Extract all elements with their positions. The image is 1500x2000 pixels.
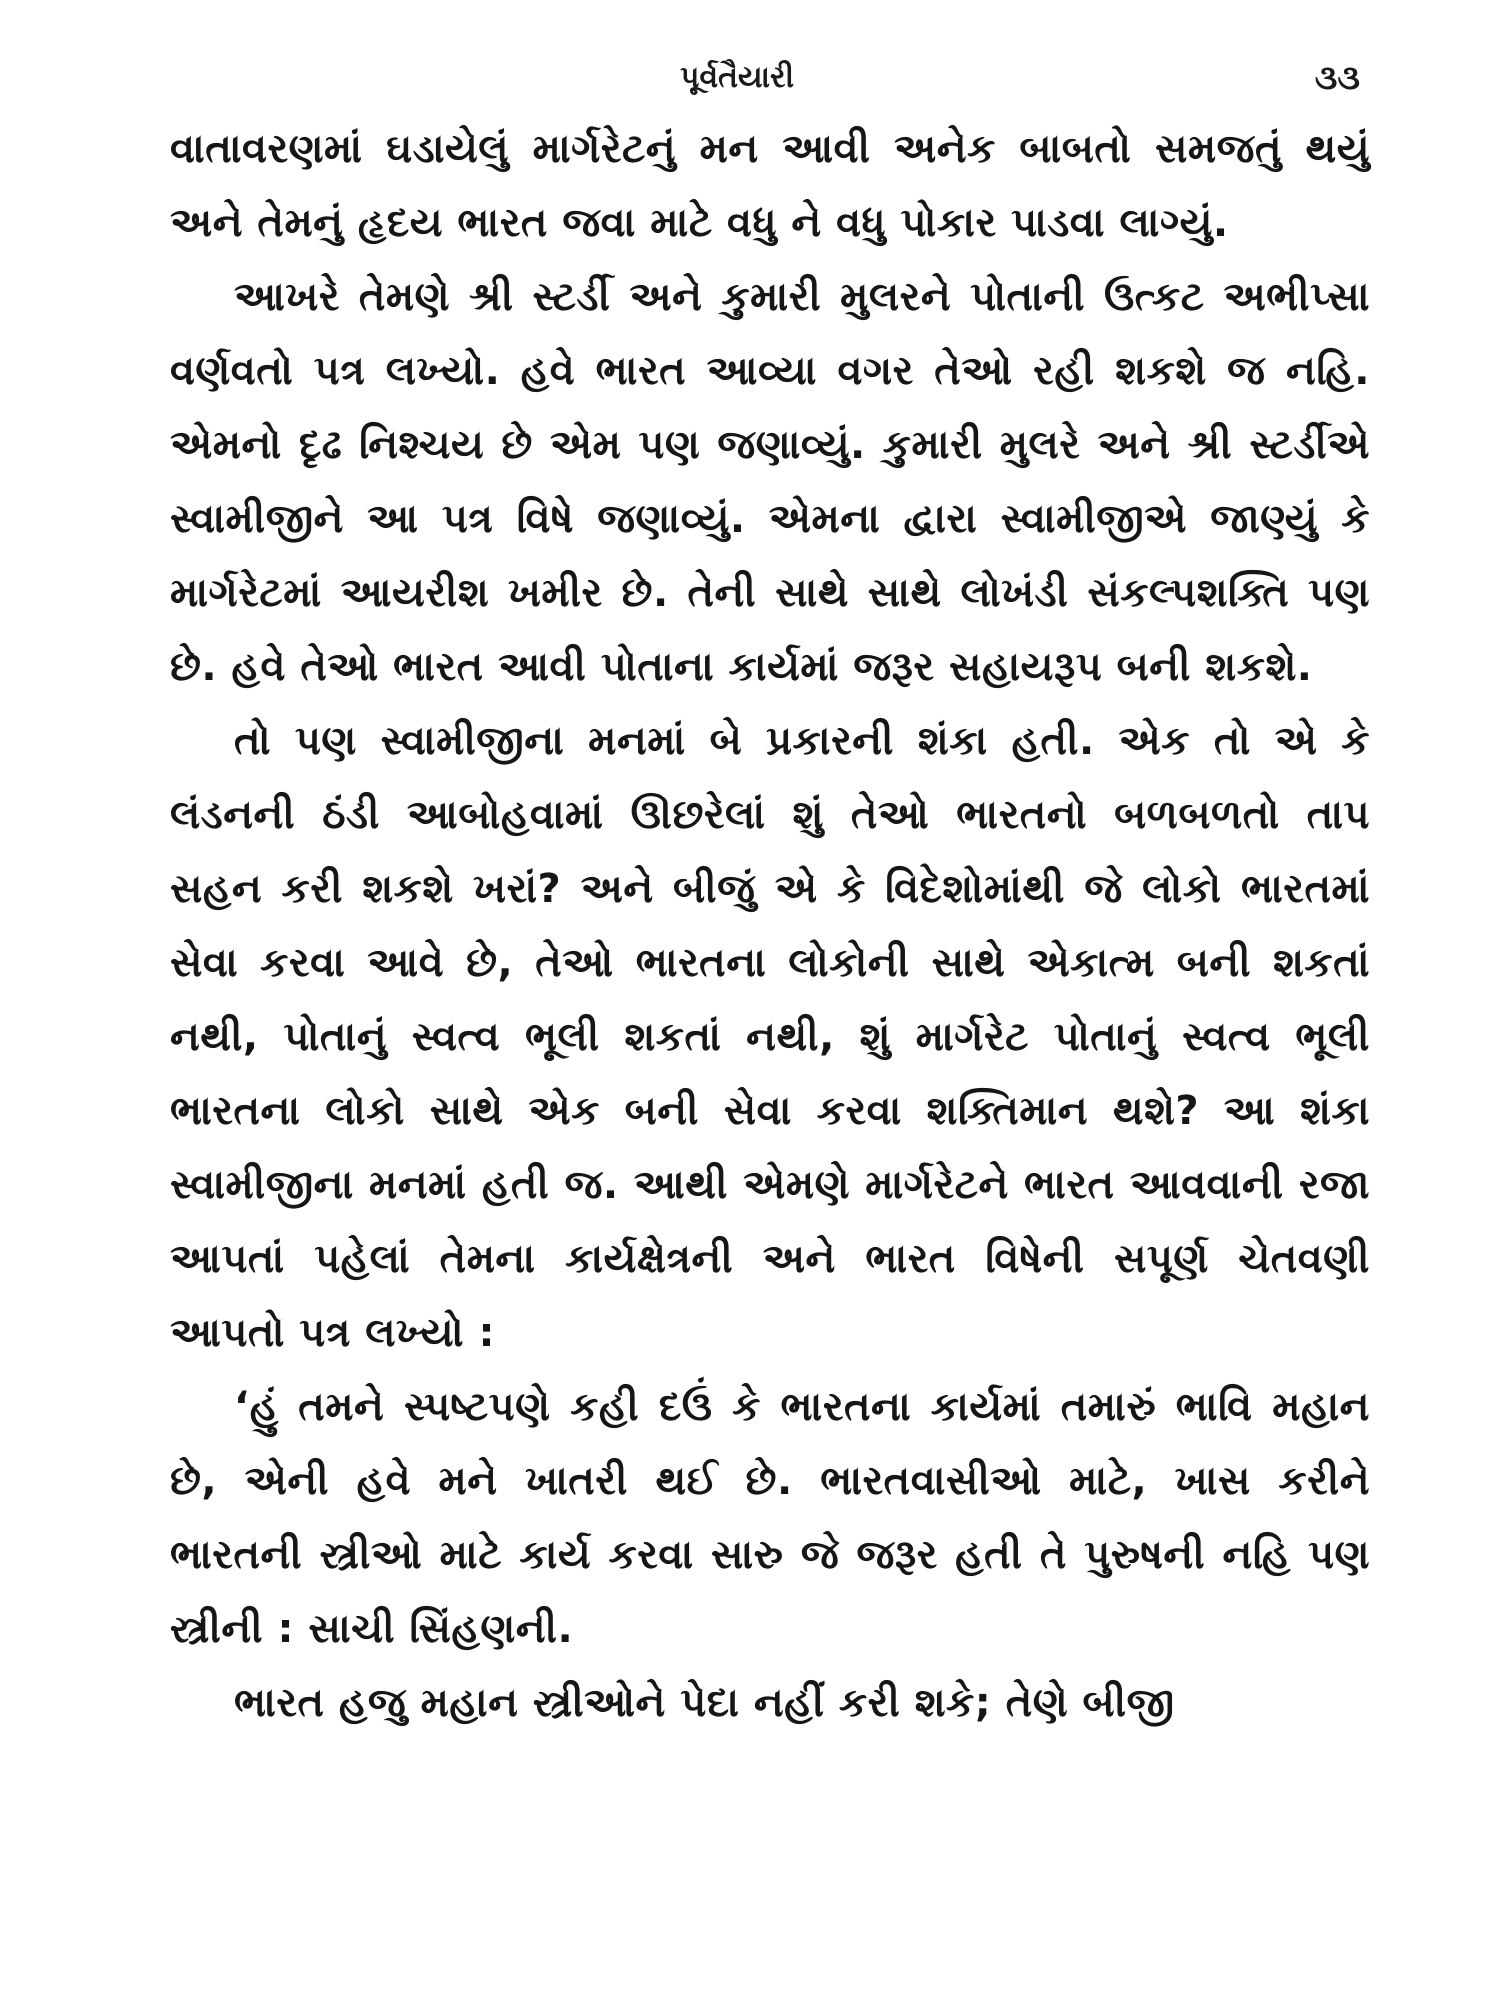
running-header — [0, 48, 1500, 108]
paragraph-quoted-letter: ‘હું તમને સ્પષ્ટપણે કહી દઉં કે ભારતના કાર્યમાં તમારું ભાવિ મહાન છે, એની હવે મને ખાતરી થઈ છે. ભારતવાસીઓ માટે, ખાસ કરીને ભારતની સ્ત્રીઓ માટે કાર્ય કરવા સારુ જે જરૂર હતી તે પુરુષની નહિ પણ સ્ત્રીની : સાચી સિંહણની. — [170, 1384, 1370, 1652]
paragraph-swamiji-doubts: તો પણ સ્વામીજીના મનમાં બે પ્રકારની શંકા હતી. એક તો એ કે લંડનની ઠંડી આબોહવામાં ઊછરેલાં શું તેઓ ભારતનો બળબળતો તાપ સહન કરી શકશે ખરાં? અને બીજું એ કે વિદેશોમાંથી જે લોકો ભારતમાં સેવા કરવા આવે છે, તેઓ ભારતના લોકોની સાથે એકાત્મ બની શકતાં નથી, પોતાનું સ્વત્વ ભૂલી શકતાં નથી, શું માર્ગરેટ પોતાનું સ્વત્વ ભૂલી ભારતના લોકો સાથે એક બની સેવા કરવા શક્તિમાન થશે? આ શંકા સ્વામીજીના મનમાં હતી જ. આથી એમણે માર્ગરેટને ભારત આવવાની રજા આપતાં પહેલાં તેમના કાર્યક્ષેત્રની અને ભારત વિષેની સપૂર્ણ ચેતવણી આપતો પત્ર લખ્યો : — [170, 718, 1370, 1356]
paragraph-letter-to-sturdy: આખરે તેમણે શ્રી સ્ટર્ડી અને કુમારી મુલરને પોતાની ઉત્કટ અભીપ્સા વર્ણવતો પત્ર લખ્યો. હવે ભારત આવ્યા વગર તેઓ રહી શકશે જ નહિ. એમનો દૃઢ નિશ્ચય છે એમ પણ જણાવ્યું. કુમારી મુલરે અને શ્રી સ્ટર્ડીએ સ્વામીજીને આ પત્ર વિષે જણાવ્યું. એમના દ્વારા સ્વામીજીએ જાણ્યું કે માર્ગરેટમાં આયરીશ ખમીર છે. તેની સાથે સાથે લોખંડી સંકલ્પશક્તિ પણ છે. હવે તેઓ ભારત આવી પોતાના કાર્યમાં જરૂર સહાયરૂપ બની શકશે. — [170, 274, 1370, 690]
page-number: ૩૩ — [1314, 58, 1360, 98]
running-title: પૂર્વતૈયારી — [680, 60, 795, 95]
paragraph-continuation: વાતાવરણમાં ઘડાયેલું માર્ગરેટનું મન આવી અનેક બાબતો સમજતું થયું અને તેમનું હૃદય ભારત જવા માટે વધુ ને વધુ પોકાર પાડવા લાગ્યું. — [170, 126, 1370, 246]
body-text — [170, 112, 1370, 1740]
paragraph-final-line: ભારત હજુ મહાન સ્ત્રીઓને પેદા નહીં કરી શકે; તેણે બીજી — [234, 1680, 1175, 1726]
